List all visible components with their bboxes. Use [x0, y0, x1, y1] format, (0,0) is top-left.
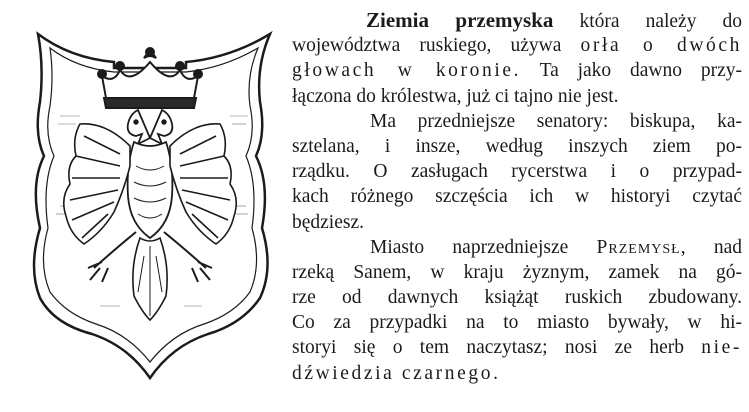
line: Co za przypadki na to miasto bywały, w hi-: [292, 312, 742, 334]
section-heading: Ziemia przemyska: [366, 8, 554, 32]
emphasized-text: nie-: [701, 337, 742, 359]
emphasized-text: głowach w koronie.: [292, 60, 522, 82]
text-run: województwa ruskiego, używa: [292, 35, 581, 57]
line: [292, 235, 742, 260]
eagle-body: [128, 142, 173, 238]
city-name: Przemysł: [596, 236, 681, 258]
text-run: Ta jako dawno przy-: [521, 60, 742, 82]
line: łączona do królestwa, już ci tajno nie jest.: [292, 85, 619, 107]
line: kach różnego szczęścia ich w historyi czytać: [292, 186, 742, 208]
emphasized-text: dźwiedzia czarnego.: [292, 362, 501, 384]
line: rze od dawnych książąt ruskich zbudowany.: [292, 287, 742, 309]
eagle-right-wing: [170, 124, 236, 244]
coat-of-arms-illustration: [10, 6, 295, 406]
line: Ma przedniejsze senatory: biskupa, ka-: [370, 110, 742, 132]
eagle-heads: [128, 110, 173, 144]
line: [292, 58, 742, 83]
line: będziesz.: [292, 211, 365, 233]
emphasized-text: orła o dwóch: [580, 35, 742, 57]
line: [292, 361, 742, 386]
line: [292, 335, 742, 360]
eagle-tail: [133, 238, 167, 320]
paragraph-3: [292, 235, 742, 386]
paragraph-1: [292, 8, 742, 109]
text-run: Miasto naprzedniejsze: [370, 236, 597, 258]
text-run: storyi się o tem naczytasz; nosi ze herb: [292, 337, 702, 359]
line: [292, 33, 742, 58]
line: rzeką Sanem, w kraju żyznym, zamek na gó-: [292, 261, 742, 283]
text-run: , nad: [680, 236, 743, 258]
line: sztelana, i insze, według inszych ziem po-: [292, 135, 742, 157]
eagle-left-wing: [64, 124, 130, 244]
crown-icon: [98, 48, 202, 108]
line: [292, 8, 742, 33]
text-column: [292, 8, 742, 386]
paragraph-2: [292, 109, 742, 235]
text-run: która należy do: [553, 11, 742, 32]
line: rządku. O zasługach rycerstwa i o przypad-: [292, 161, 742, 183]
